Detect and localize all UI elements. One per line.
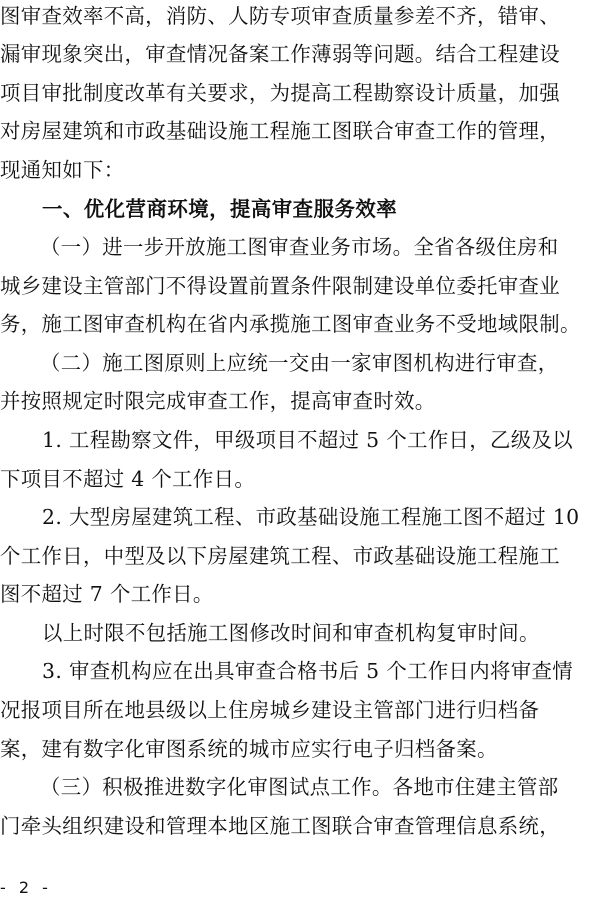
paragraph-line: 以上时限不包括施工图修改时间和审查机构复审时间。 [42,621,540,645]
paragraph-line: 务，施工图审查机构在省内承揽施工图审查业务不受地域限制。 [0,312,581,336]
paragraph-line: （二）施工图原则上应统一交由一家审图机构进行审查， [40,351,559,375]
paragraph-line: 城乡建设主管部门不得设置前置条件限制建设单位委托审查业 [0,274,560,298]
paragraph-line: 3. 审查机构应在出具审查合格书后 5 个工作日内将审查情 [42,659,574,683]
paragraph-line: （一）进一步开放施工图审查业务市场。全省各级住房和 [40,235,559,259]
paragraph-line: 门牵头组织建设和管理本地区施工图联合审查管理信息系统， [0,814,560,838]
paragraph-line: （三）积极推进数字化审图试点工作。各地市住建主管部 [40,775,559,799]
paragraph-line: 漏审现象突出，审查情况备案工作薄弱等问题。结合工程建设 [0,42,560,66]
paragraph-line: 1. 工程勘察文件，甲级项目不超过 5 个工作日，乙级及以 [42,428,574,452]
section-heading: 一、优化营商环境，提高审查服务效率 [42,197,398,221]
paragraph-line: 下项目不超过 4 个工作日。 [0,467,256,491]
paragraph-line: 对房屋建筑和市政基础设施工程施工图联合审查工作的管理， [0,119,560,143]
paragraph-line: 图审查效率不高，消防、人防专项审查质量参差不齐，错审、 [0,4,560,28]
paragraph-line: 并按照规定时限完成审查工作，提高审查时效。 [0,389,436,413]
paragraph-line: 案，建有数字化审图系统的城市应实行电子归档备案。 [0,737,498,761]
page-number: - 2 - [0,878,52,897]
paragraph-line: 项目审批制度改革有关要求，为提高工程勘察设计质量，加强 [0,81,560,105]
paragraph-line: 现通知如下： [0,158,125,182]
paragraph-line: 图不超过 7 个工作日。 [0,582,214,606]
paragraph-line: 个工作日，中型及以下房屋建筑工程、市政基础设施工程施工 [0,544,560,568]
paragraph-line: 2. 大型房屋建筑工程、市政基础设施工程施工图不超过 10 [42,505,580,529]
paragraph-line: 况报项目所在地县级以上住房城乡建设主管部门进行归档备 [0,698,540,722]
